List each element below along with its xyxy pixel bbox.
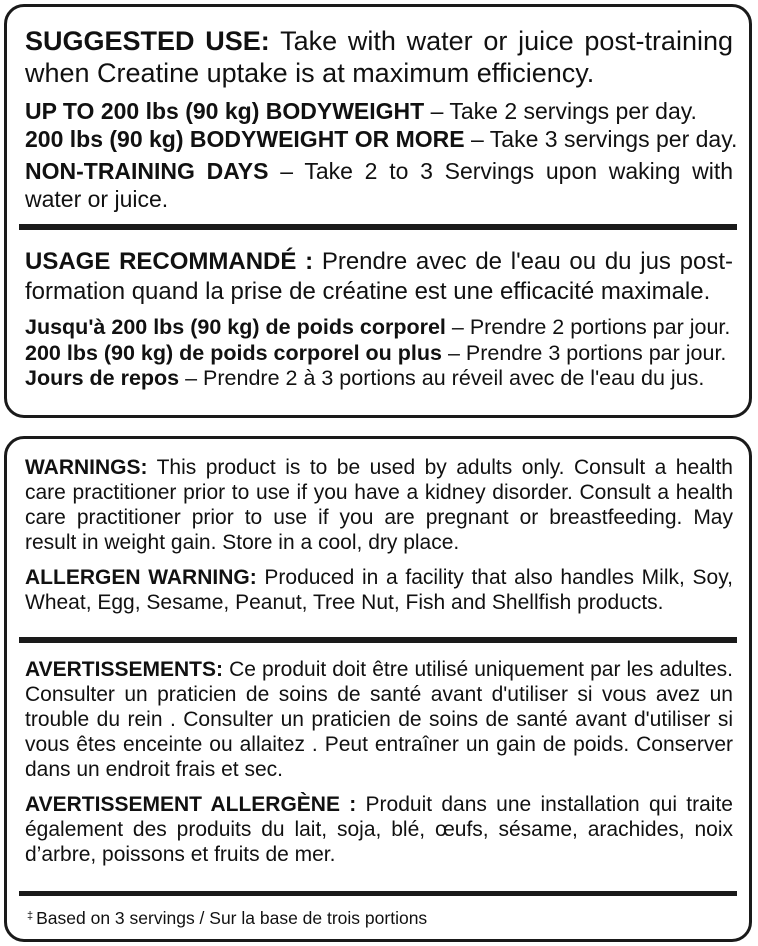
dosage-row-label: NON-TRAINING DAYS bbox=[25, 158, 269, 184]
dosage-row bbox=[25, 125, 738, 153]
dosage-row-text-fr: – Prendre 2 à 3 portions au réveil avec de l'eau du jus. bbox=[185, 366, 705, 390]
warnings-heading-fr: AVERTISSEMENTS: bbox=[25, 658, 223, 681]
warnings-en bbox=[25, 455, 733, 615]
dosage-row-label: 200 lbs (90 kg) BODYWEIGHT OR MORE bbox=[25, 126, 465, 152]
allergen-heading: ALLERGEN WARNING: bbox=[25, 566, 257, 589]
warnings-text-fr: Ce produit doit être utilisé uniquement par les adultes. Consulter un praticien de soins de santé avant d'utiliser si vous avez un trouble du rein . Consulter un praticien de soins de santé avant d'utiliser si vous êtes enceinte ou allaitez . Peut entraîner un gain de poids. Conserver dans un endroit frais et sec. bbox=[25, 658, 733, 781]
suggested-use-fr bbox=[25, 247, 733, 392]
allergen-paragraph-fr bbox=[25, 792, 733, 867]
warnings-heading: WARNINGS: bbox=[25, 456, 148, 479]
dosage-row-text: – Take 3 servings per day. bbox=[471, 126, 738, 152]
dosage-row-label-fr: 200 lbs (90 kg) de poids corporel ou plus bbox=[25, 340, 442, 365]
dosage-row-text-fr: – Prendre 3 portions par jour. bbox=[447, 340, 727, 365]
allergen-heading-fr: AVERTISSEMENT ALLERGÈNE : bbox=[25, 793, 357, 816]
suggested-use-intro-fr bbox=[25, 247, 733, 307]
dosage-row-label-fr: Jusqu'à 200 lbs (90 kg) de poids corporel bbox=[25, 315, 446, 339]
warnings-paragraph-fr bbox=[25, 657, 733, 782]
suggested-use-text: Take with water or juice post-training when Creatine uptake is at maximum efficiency. bbox=[25, 26, 733, 88]
section-divider bbox=[19, 637, 737, 643]
suggested-use-text-fr: Prendre avec de l'eau ou du jus post-formation quand la prise de créatine est une efficacité maximale. bbox=[25, 248, 733, 305]
warnings-text: This product is to be used by adults only. Consult a health care practitioner prior to use if you have a kidney disorder. Consult a health care practitioner prior to use if you are pregnant or breastfeeding. May result in weight gain. Store in a cool, dry place. bbox=[25, 456, 733, 554]
dosage-row bbox=[25, 97, 733, 125]
suggested-use-intro bbox=[25, 25, 733, 89]
dosage-row-text-fr: – Prendre 2 portions par jour. bbox=[451, 315, 731, 339]
warnings-fr bbox=[25, 657, 733, 867]
allergen-paragraph bbox=[25, 565, 733, 615]
section-divider bbox=[19, 224, 737, 230]
footnote-divider bbox=[19, 891, 737, 896]
dosage-row-label: UP TO 200 lbs (90 kg) BODYWEIGHT bbox=[25, 98, 425, 124]
footnote-text: Based on 3 servings / Sur la base de trois portions bbox=[36, 908, 428, 928]
allergen-text: Produced in a facility that also handles Milk, Soy, Wheat, Egg, Sesame, Peanut, Tree Nut, Fish and Shellfish products. bbox=[25, 566, 733, 614]
suggested-use-panel bbox=[4, 4, 752, 418]
dosage-row-fr bbox=[25, 341, 733, 367]
suggested-use-en bbox=[25, 25, 738, 213]
suggested-use-heading: SUGGESTED USE: bbox=[25, 26, 270, 56]
dosage-row-text: – Take 2 to 3 Servings upon waking with water or juice. bbox=[25, 158, 734, 212]
dosage-row bbox=[25, 157, 733, 213]
dosage-row-fr bbox=[25, 315, 733, 341]
footnote bbox=[27, 905, 427, 929]
dosage-row-label-fr: Jours de repos bbox=[25, 366, 180, 390]
dosage-row-text: – Take 2 servings per day. bbox=[430, 98, 697, 124]
dosage-row-fr bbox=[25, 366, 733, 392]
suggested-use-heading-fr: USAGE RECOMMANDÉ : bbox=[25, 248, 314, 275]
allergen-text-fr: Produit dans une installation qui traite également des produits du lait, soja, blé, œufs, sésame, arachides, noix d’arbre, poissons et fruits de mer. bbox=[25, 793, 733, 866]
footnote-symbol: ‡ bbox=[27, 910, 34, 922]
warnings-paragraph bbox=[25, 455, 733, 555]
warnings-panel bbox=[4, 436, 752, 942]
